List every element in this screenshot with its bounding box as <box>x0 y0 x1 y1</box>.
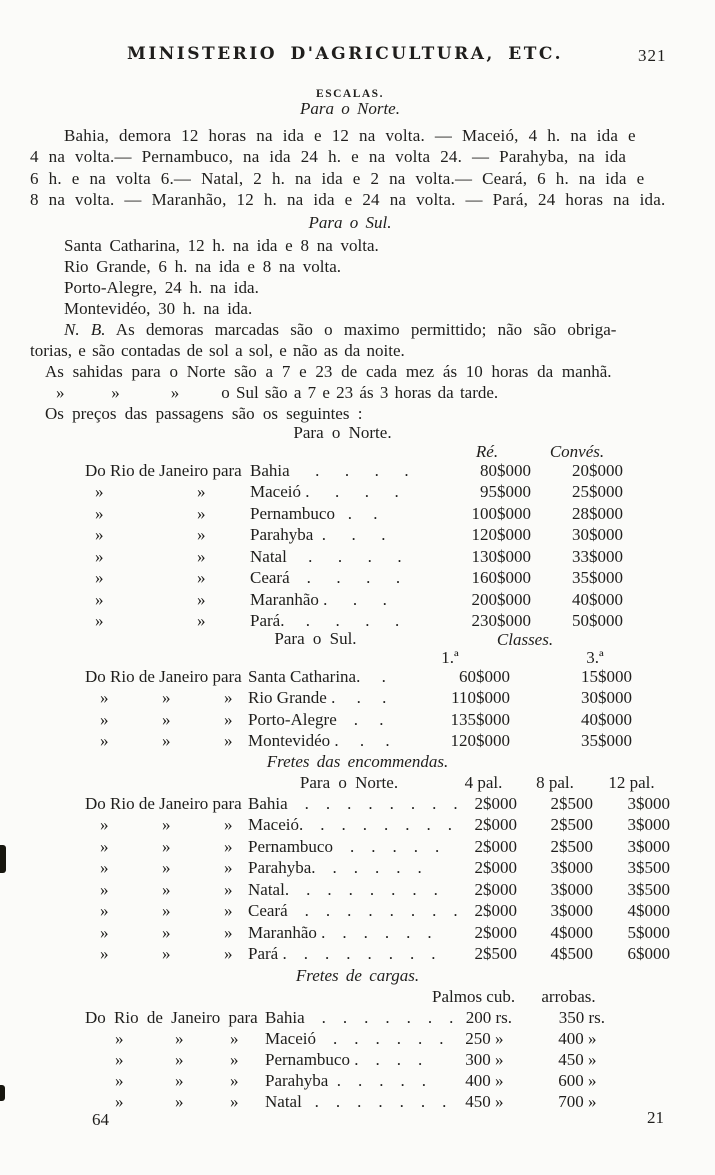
ditto-mark: » <box>95 547 104 566</box>
ditto-mark: » <box>100 923 109 942</box>
ditto-mark: » <box>197 482 206 501</box>
ditto-mark: » <box>162 858 171 877</box>
cell-frete-12pal: 4$000 <box>627 901 670 920</box>
cell-fare-3a: 35$000 <box>581 731 632 750</box>
cell-frete-palmos: 400 » <box>465 1071 512 1090</box>
paragraph-line: 4 na volta.— Pernambuco, na ida 24 h. e na volta 24. — Parahyba, na ida <box>30 147 627 166</box>
ditto-mark: » <box>230 1092 239 1111</box>
cell-destination: Parahyba. . . . . . <box>248 858 422 877</box>
page-number: 321 <box>638 46 667 65</box>
cell-frete-8pal: 3$000 <box>550 901 593 920</box>
ditto-mark: » <box>162 880 171 899</box>
table-row <box>85 857 670 878</box>
cell-fare-3a: 15$000 <box>581 667 632 686</box>
cell-destination: Maranhão . . . <box>250 590 387 609</box>
table-row <box>85 900 670 921</box>
cell-frete-4pal: 2$000 <box>474 880 517 899</box>
ditto-mark: » <box>162 837 171 856</box>
ditto-mark: » <box>162 710 171 729</box>
header-spacer <box>85 986 265 1007</box>
cell-destination: Maceió . . . . <box>250 482 399 501</box>
table-header-row <box>85 772 670 793</box>
table-row <box>85 460 623 481</box>
ditto-mark: » <box>115 1092 124 1111</box>
cell-fare-3a: 40$000 <box>581 710 632 729</box>
ditto-mark: » <box>197 504 206 523</box>
ditto-mark: » <box>115 1029 124 1048</box>
escala-sul-line: Montevidéo, 30 h. na ida. <box>64 299 253 318</box>
cell-frete-12pal: 3$000 <box>627 794 670 813</box>
cell-destination: Pernambuco . . . . . <box>248 837 440 856</box>
cell-frete-8pal: 4$000 <box>550 923 593 942</box>
ditto-mark: » <box>224 837 233 856</box>
sahidas-line2 <box>56 383 498 403</box>
cell-destination: Maranhão . . . . . . <box>248 923 432 942</box>
column-header-3a: 3.ª <box>586 648 604 667</box>
ink-smudge <box>0 1085 5 1101</box>
cell-frete-palmos: 450 » <box>465 1092 512 1111</box>
heading-para-o-sul: Para o Sul. <box>308 213 392 232</box>
ditto-mark: » <box>175 1029 184 1048</box>
table-row <box>85 481 623 502</box>
nota-bene-rest: As demoras marcadas são o maximo permittido; não são obriga- <box>115 320 617 339</box>
ditto-mark: » <box>100 944 109 963</box>
table-row <box>85 666 632 687</box>
cell-fare-conves: 28$000 <box>572 504 623 523</box>
cell-destination: Maceió. . . . . . . . <box>248 815 452 834</box>
cell-frete-palmos: 300 » <box>465 1050 512 1069</box>
table-row <box>85 836 670 857</box>
header-spacer <box>85 441 250 462</box>
cell-destination: Pará . . . . . . . . <box>248 944 436 963</box>
ditto-mark: » <box>224 901 233 920</box>
cell-destination: Rio Grande . . . <box>248 688 387 707</box>
cell-destination: Montevidéo . . . <box>248 731 390 750</box>
cell-frete-4pal: 2$000 <box>474 858 517 877</box>
ditto-mark: » <box>162 944 171 963</box>
cell-fare-re: 80$000 <box>480 461 531 480</box>
ditto-mark: » <box>95 504 104 523</box>
ditto-mark: » <box>115 1050 124 1069</box>
table-row <box>85 709 632 730</box>
table-row <box>85 1049 605 1070</box>
ditto-mark: » <box>100 688 109 707</box>
cell-fare-1a: 120$000 <box>450 731 510 750</box>
ditto-mark: » <box>100 815 109 834</box>
cell-destination: Bahia . . . . . . . <box>265 1008 454 1027</box>
sahidas-line2-text: o Sul são a 7 e 23 ás 3 horas da tarde. <box>221 383 499 402</box>
table-row <box>85 793 670 814</box>
cell-frete-arrobas: 600 » <box>558 1071 605 1090</box>
signature-mark-right: 21 <box>647 1108 664 1127</box>
cell-frete-4pal: 2$000 <box>474 901 517 920</box>
cell-destination: Ceará . . . . . . . . <box>248 901 458 920</box>
ditto-mark: » <box>95 611 104 630</box>
cell-fare-conves: 50$000 <box>572 611 623 630</box>
table-row <box>85 546 623 567</box>
sahidas-line1: As sahidas para o Norte são a 7 e 23 de cada mez ás 10 horas da manhã. <box>45 362 612 381</box>
cell-fare-re: 120$000 <box>471 525 531 544</box>
cell-frete-12pal: 6$000 <box>627 944 670 963</box>
column-header-re: Ré. <box>475 442 499 461</box>
paragraph-line: 6 h. e na volta 6.— Natal, 2 h. na ida e 2 na volta.— Ceará, 6 h. na ida e <box>30 169 645 188</box>
column-header-palmos: Palmos cub. <box>432 987 516 1006</box>
ditto-mark: » <box>100 731 109 750</box>
cell-frete-8pal: 2$500 <box>550 837 593 856</box>
cell-frete-4pal: 2$000 <box>474 815 517 834</box>
cell-destination: Pernambuco . . <box>250 504 378 523</box>
classes-label: Classes. <box>496 630 554 649</box>
ditto-mark: » <box>100 837 109 856</box>
ditto-marks: » » » <box>56 383 180 402</box>
cell-frete-palmos: 200 rs. <box>465 1008 512 1027</box>
table-caption-fretes-cargas: Fretes de cargas. <box>295 966 420 985</box>
cell-frete-12pal: 5$000 <box>627 923 670 942</box>
ditto-mark: » <box>95 590 104 609</box>
column-header-4pal: 4 pal. <box>464 773 503 792</box>
table-row <box>85 1070 605 1091</box>
cell-frete-arrobas: 700 » <box>558 1092 605 1111</box>
escala-sul-line: Porto-Alegre, 24 h. na ida. <box>64 278 259 297</box>
ditto-mark: » <box>197 525 206 544</box>
cell-destination: Parahyba . . . . . <box>265 1071 427 1090</box>
column-header-1a: 1.ª <box>441 648 459 667</box>
cell-destination: Parahyba . . . <box>250 525 386 544</box>
table-row <box>85 567 623 588</box>
ditto-mark: » <box>197 611 206 630</box>
ditto-mark: » <box>175 1050 184 1069</box>
cell-frete-12pal: 3$500 <box>627 880 670 899</box>
cell-frete-12pal: 3$500 <box>627 858 670 877</box>
cell-destination: Porto-Alegre . . <box>248 710 384 729</box>
column-header-conves: Convés. <box>549 442 605 461</box>
ditto-mark: » <box>100 901 109 920</box>
table-row <box>85 589 623 610</box>
cell-origin: Do Rio de Janeiro para <box>85 1008 258 1027</box>
ditto-mark: » <box>162 923 171 942</box>
cell-fare-re: 100$000 <box>471 504 531 523</box>
cell-fare-conves: 35$000 <box>572 568 623 587</box>
heading-para-o-norte: Para o Norte. <box>300 99 400 118</box>
cell-fare-re: 130$000 <box>471 547 531 566</box>
ditto-mark: » <box>162 731 171 750</box>
cell-frete-arrobas: 350 rs. <box>558 1008 605 1027</box>
table-row <box>85 1091 605 1112</box>
ditto-mark: » <box>224 944 233 963</box>
header-spacer <box>265 986 450 1007</box>
cell-frete-8pal: 4$500 <box>550 944 593 963</box>
cell-fare-re: 95$000 <box>480 482 531 501</box>
ditto-mark: » <box>224 880 233 899</box>
table-header-row <box>85 441 623 462</box>
cell-destination: Natal. . . . . . . . <box>248 880 438 899</box>
cell-fare-1a: 135$000 <box>450 710 510 729</box>
cell-fare-1a: 60$000 <box>459 667 510 686</box>
ditto-mark: » <box>162 815 171 834</box>
cell-frete-8pal: 3$000 <box>550 858 593 877</box>
paragraph-line: 8 na volta. — Maranhão, 12 h. na ida e 24 na volta. — Pará, 24 horas na ida. <box>30 190 666 209</box>
ditto-mark: » <box>197 590 206 609</box>
cell-frete-4pal: 2$000 <box>474 923 517 942</box>
table-row <box>85 922 670 943</box>
page-header-title: MINISTERIO D'AGRICULTURA, ETC. <box>127 44 563 64</box>
cell-fare-re: 200$000 <box>471 590 531 609</box>
ditto-mark: » <box>95 525 104 544</box>
cell-fare-1a: 110$000 <box>451 688 510 707</box>
cell-frete-arrobas: 450 » <box>558 1050 605 1069</box>
cell-frete-12pal: 3$000 <box>627 815 670 834</box>
subheading-para-o-norte: Para o Norte. <box>299 773 399 792</box>
ditto-mark: » <box>100 858 109 877</box>
nota-bene-line2: torias, e são contadas de sol a sol, e não as da noite. <box>30 341 405 360</box>
cell-destination: Santa Catharina. . <box>248 667 386 686</box>
cell-destination: Pará. . . . . <box>250 611 400 630</box>
cell-frete-8pal: 2$500 <box>550 794 593 813</box>
cell-frete-8pal: 2$500 <box>550 815 593 834</box>
nota-bene-label: N. B. <box>64 320 106 339</box>
cell-fare-conves: 25$000 <box>572 482 623 501</box>
cell-fare-conves: 20$000 <box>572 461 623 480</box>
table-row <box>85 879 670 900</box>
cell-frete-8pal: 3$000 <box>550 880 593 899</box>
ditto-mark: » <box>175 1071 184 1090</box>
ditto-mark: » <box>224 815 233 834</box>
escala-sul-line: Rio Grande, 6 h. na ida e 8 na volta. <box>64 257 341 276</box>
nota-bene-line <box>64 320 616 340</box>
cell-destination: Ceará . . . . <box>250 568 401 587</box>
table-row <box>85 687 632 708</box>
ditto-mark: » <box>230 1050 239 1069</box>
table-row <box>85 1028 605 1049</box>
table-caption-fretes-encommendas: Fretes das encommendas. <box>266 752 449 771</box>
ditto-mark: » <box>115 1071 124 1090</box>
cell-origin: Do Rio de Janeiro para <box>85 794 242 813</box>
table-row <box>85 503 623 524</box>
cell-fare-conves: 40$000 <box>572 590 623 609</box>
ditto-mark: » <box>224 688 233 707</box>
table-row <box>85 814 670 835</box>
cell-frete-4pal: 2$500 <box>474 944 517 963</box>
nota-bene-text <box>105 320 115 339</box>
cell-frete-arrobas: 400 » <box>558 1029 605 1048</box>
cell-frete-4pal: 2$000 <box>474 794 517 813</box>
escala-sul-line: Santa Catharina, 12 h. na ida e 8 na volta. <box>64 236 379 255</box>
table-row <box>85 943 670 964</box>
cell-destination: Bahia . . . . <box>250 461 409 480</box>
ditto-mark: » <box>162 688 171 707</box>
ditto-mark: » <box>162 901 171 920</box>
table-caption-norte: Para o Norte. <box>293 423 392 442</box>
cell-destination: Maceió . . . . . . <box>265 1029 444 1048</box>
ditto-mark: » <box>230 1071 239 1090</box>
cell-destination: Natal . . . . <box>250 547 402 566</box>
cell-origin: Do Rio de Janeiro para <box>85 461 242 480</box>
ditto-mark: » <box>197 568 206 587</box>
cell-fare-conves: 33$000 <box>572 547 623 566</box>
ditto-mark: » <box>230 1029 239 1048</box>
cell-frete-palmos: 250 » <box>465 1029 512 1048</box>
paragraph-line: Bahia, demora 12 horas na ida e 12 na volta. — Maceió, 4 h. na ida e <box>64 126 636 145</box>
cell-destination: Pernambuco . . . . <box>265 1050 423 1069</box>
ditto-mark: » <box>224 858 233 877</box>
table-row <box>85 1007 605 1028</box>
column-header-8pal: 8 pal. <box>536 773 574 792</box>
column-header-arrobas: arrobas. <box>541 987 596 1006</box>
cell-fare-conves: 30$000 <box>572 525 623 544</box>
ditto-mark: » <box>95 482 104 501</box>
cell-frete-12pal: 3$000 <box>627 837 670 856</box>
signature-mark-left: 64 <box>92 1110 109 1129</box>
cell-origin: Do Rio de Janeiro para <box>85 667 242 686</box>
cell-destination: Bahia . . . . . . . . <box>248 794 458 813</box>
table-row <box>85 524 623 545</box>
ink-smudge <box>0 845 6 873</box>
table-caption-sul: Para o Sul. <box>274 629 357 648</box>
ditto-mark: » <box>175 1092 184 1111</box>
cell-fare-re: 230$000 <box>471 611 531 630</box>
ditto-mark: » <box>224 731 233 750</box>
header-spacer <box>250 441 443 462</box>
column-header-12pal: 12 pal. <box>608 773 655 792</box>
ditto-mark: » <box>100 710 109 729</box>
precos-intro: Os preços das passagens são os seguintes : <box>45 404 363 423</box>
ditto-mark: » <box>224 923 233 942</box>
cell-frete-4pal: 2$000 <box>474 837 517 856</box>
cell-fare-re: 160$000 <box>471 568 531 587</box>
ditto-mark: » <box>197 547 206 566</box>
section-title-escalas: ESCALAS. <box>316 88 384 100</box>
cell-destination: Natal . . . . . . . <box>265 1092 447 1111</box>
header-spacer <box>85 772 248 793</box>
ditto-mark: » <box>100 880 109 899</box>
ditto-mark: » <box>224 710 233 729</box>
cell-fare-3a: 30$000 <box>581 688 632 707</box>
table-row <box>85 610 623 631</box>
ditto-mark: » <box>95 568 104 587</box>
table-header-row <box>85 986 615 1007</box>
table-row <box>85 730 632 751</box>
